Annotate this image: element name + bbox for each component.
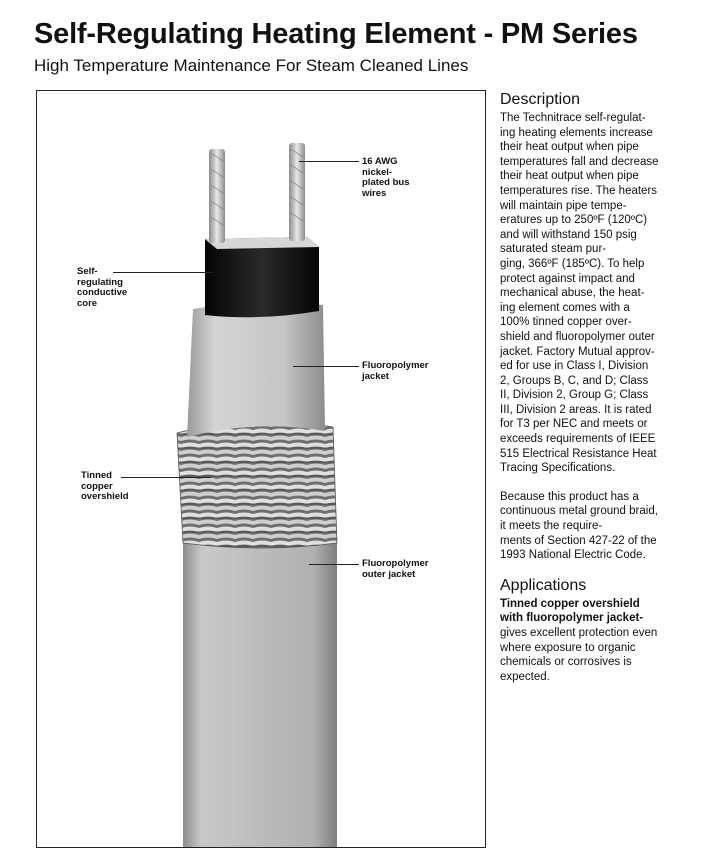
bus-wire-right — [289, 143, 305, 241]
outer-jacket-shape — [183, 536, 337, 847]
applications-paragraph: Tinned copper overshield with fluoropolymer jacket- gives excellent protection even where exposure to organic chemicals or corrosives is expected. — [500, 597, 658, 683]
braid-shape — [177, 421, 337, 548]
page-subtitle: High Temperature Maintenance For Steam Cleaned Lines — [34, 56, 469, 75]
core-shape — [205, 237, 319, 317]
label-fluoropolymer-outer-jacket: Fluoropolymer outer jacket — [362, 558, 429, 580]
description-heading: Description — [500, 91, 581, 108]
label-conductive-core: Self- regulating conductive core — [77, 266, 128, 309]
page-title: Self-Regulating Heating Element - PM Series — [34, 18, 638, 50]
description-paragraph: The Technitrace self-regulat- ing heating elements increase their heat output when pipe temperatures fall and decrease their heat output when pipe temperatures rise. The heaters will maintain pipe tempe- eratures up to 250ºF (120ºC) and will withstand 150 psig saturated steam pur- ging, 366ºF (185ºC). To help protect against impact and mechanical abuse, the heat- ing element comes with a 100% tinned copper over- shield and fluoropolymer outer jacket. Factory Mutual approv- ed for use in Class I, Division 2, Groups B, C, and D; Class II, Division 2, Group G; Class III, Division 2 areas. It is rated for T3 per NEC and meets or exceeds requirements of IEEE 515 Electrical Resistance Heat Tracing Specifications. — [500, 112, 659, 475]
description-column — [500, 91, 710, 684]
bus-wire-left — [209, 149, 225, 243]
label-copper-overshield: Tinned copper overshield — [81, 470, 129, 502]
cable-illustration-frame — [36, 90, 486, 848]
label-bus-wires: 16 AWG nickel- plated bus wires — [362, 156, 410, 199]
inner-jacket-shape — [187, 302, 325, 437]
applications-heading: Applications — [500, 576, 587, 594]
code-compliance-paragraph: Because this product has a continuous metal ground braid, it meets the require- ments of Section 427-22 of the 1993 National Electric Code. — [500, 490, 658, 562]
label-fluoropolymer-jacket: Fluoropolymer jacket — [362, 360, 429, 382]
